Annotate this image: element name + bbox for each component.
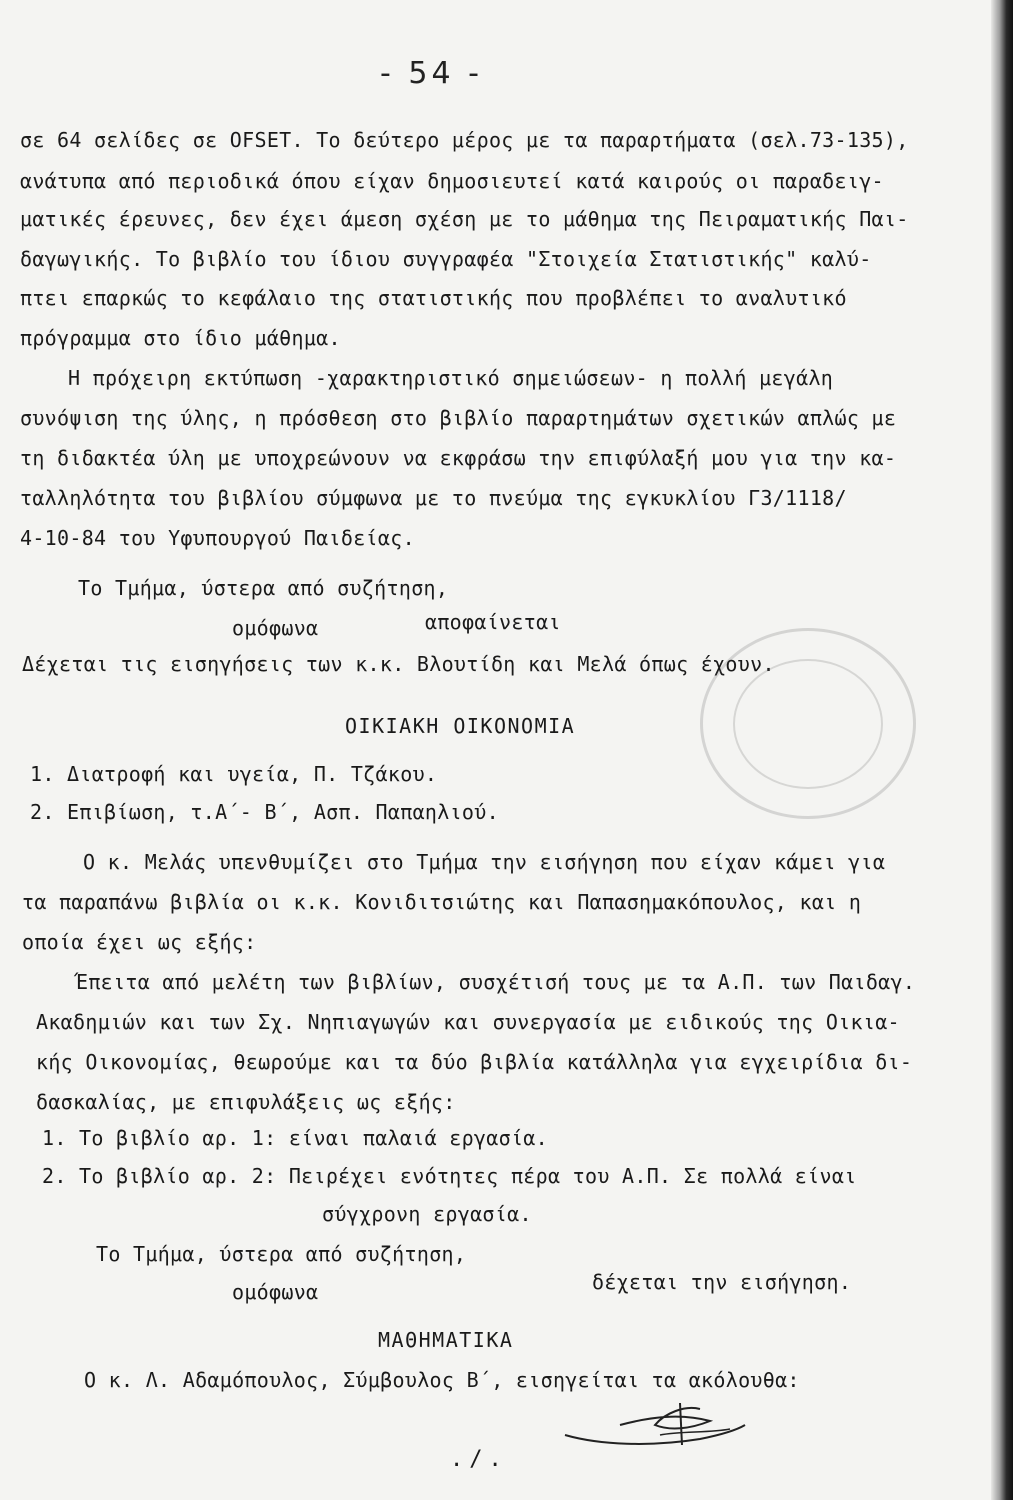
official-stamp (700, 628, 916, 819)
decision-unanimous: ομόφωνα (232, 1280, 319, 1304)
list-item: 1. Διατροφή και υγεία, Π. Τζάκου. (30, 762, 438, 786)
paragraph-line: κής Οικονομίας, θεωρούμε και τα δύο βιβλία κατάλληλα για εγχειρίδια δι- (36, 1050, 913, 1074)
section-heading: ΜΑΘΗΜΑΤΙΚΑ (378, 1328, 514, 1352)
decision-intro: Το Τμήμα, ύστερα από συζήτηση, (96, 1242, 467, 1266)
paragraph-line: πτει επαρκώς το κεφάλαιο της στατιστικής που προβλέπει το αναλυτικό (20, 286, 847, 310)
decision-verb: δέχεται την εισήγηση. (592, 1270, 852, 1294)
paragraph-line: οποία έχει ως εξής: (22, 930, 257, 954)
list-item: 1. Το βιβλίο αρ. 1: είναι παλαιά εργασία. (42, 1126, 548, 1150)
page-number: - 54 - (380, 56, 483, 91)
paragraph-line: ανάτυπα από περιοδικά όπου είχαν δημοσιευτεί κατά καιρούς οι παραδειγ- (20, 169, 884, 193)
paragraph-line: δασκαλίας, με επιφυλάξεις ως εξής: (36, 1090, 456, 1114)
list-item: 2. Το βιβλίο αρ. 2: Πειρέχει ενότητες πέρα του Α.Π. Σε πολλά είναι (42, 1164, 857, 1188)
paragraph-line: δαγωγικής. Το βιβλίο του ίδιου συγγραφέα "Στοιχεία Στατιστικής" καλύ- (20, 247, 872, 271)
scan-edge-shadow (991, 0, 1013, 1500)
paragraph-line: 4-10-84 του Υφυπουργού Παιδείας. (20, 526, 415, 550)
decision-unanimous: ομόφωνα (232, 616, 319, 640)
paragraph-line: ταλληλότητα του βιβλίου σύμφωνα με το πνεύμα της εγκυκλίου Γ3/1118/ (20, 486, 847, 510)
paragraph-line: Ο κ. Μελάς υπενθυμίζει στο Τμήμα την εισήγηση που είχαν κάμει για (83, 850, 886, 874)
paragraph-line: τη διδακτέα ύλη με υποχρεώνουν να εκφράσω την επιφύλαξή μου για την κα- (20, 446, 897, 470)
signature-scribble (560, 1395, 750, 1455)
paragraph-line: ματικές έρευνες, δεν έχει άμεση σχέση με το μάθημα της Πειραματικής Παι- (20, 207, 909, 231)
decision-result: Δέχεται τις εισηγήσεις των κ.κ. Βλουτίδη και Μελά όπως έχουν. (22, 652, 775, 676)
paragraph-line: σε 64 σελίδες σε OFSET. Το δεύτερο μέρος με τα παραρτήματα (σελ.73-135), (20, 128, 909, 152)
continuation-mark: ./. (450, 1447, 508, 1472)
paragraph-line: πρόγραμμα στο ίδιο μάθημα. (20, 326, 341, 350)
stamp-inner-ring (733, 659, 883, 789)
paragraph-line: Ακαδημιών και των Σχ. Νηπιαγωγών και συνεργασία με ειδικούς της Οικια- (36, 1010, 900, 1034)
paragraph-line: Η πρόχειρη εκτύπωση -χαρακτηριστικό σημειώσεων- η πολλή μεγάλη (68, 366, 834, 390)
paragraph-line: Έπειτα από μελέτη των βιβλίων, συσχέτισή τους με τα Α.Π. των Παιδαγ. (76, 970, 916, 994)
paragraph-line: τα παραπάνω βιβλία οι κ.κ. Κονιδιτσιώτης και Παπασημακόπουλος, και η (22, 890, 862, 914)
paragraph-line: συνόψιση της ύλης, η πρόσθεση στο βιβλίο παραρτημάτων σχετικών απλώς με (20, 406, 897, 430)
decision-verb: αποφαίνεται (425, 610, 561, 634)
list-item-continuation: σύγχρονη εργασία. (322, 1202, 532, 1226)
paragraph-line: Ο κ. Λ. Αδαμόπουλος, Σύμβουλος Β΄, εισηγείται τα ακόλουθα: (84, 1368, 800, 1392)
section-heading: ΟΙΚΙΑΚΗ ΟΙΚΟΝΟΜΙΑ (345, 714, 576, 738)
list-item: 2. Επιβίωση, τ.Α΄- Β΄, Ασπ. Παπαηλιού. (30, 800, 499, 824)
decision-intro: Το Τμήμα, ύστερα από συζήτηση, (78, 576, 449, 600)
